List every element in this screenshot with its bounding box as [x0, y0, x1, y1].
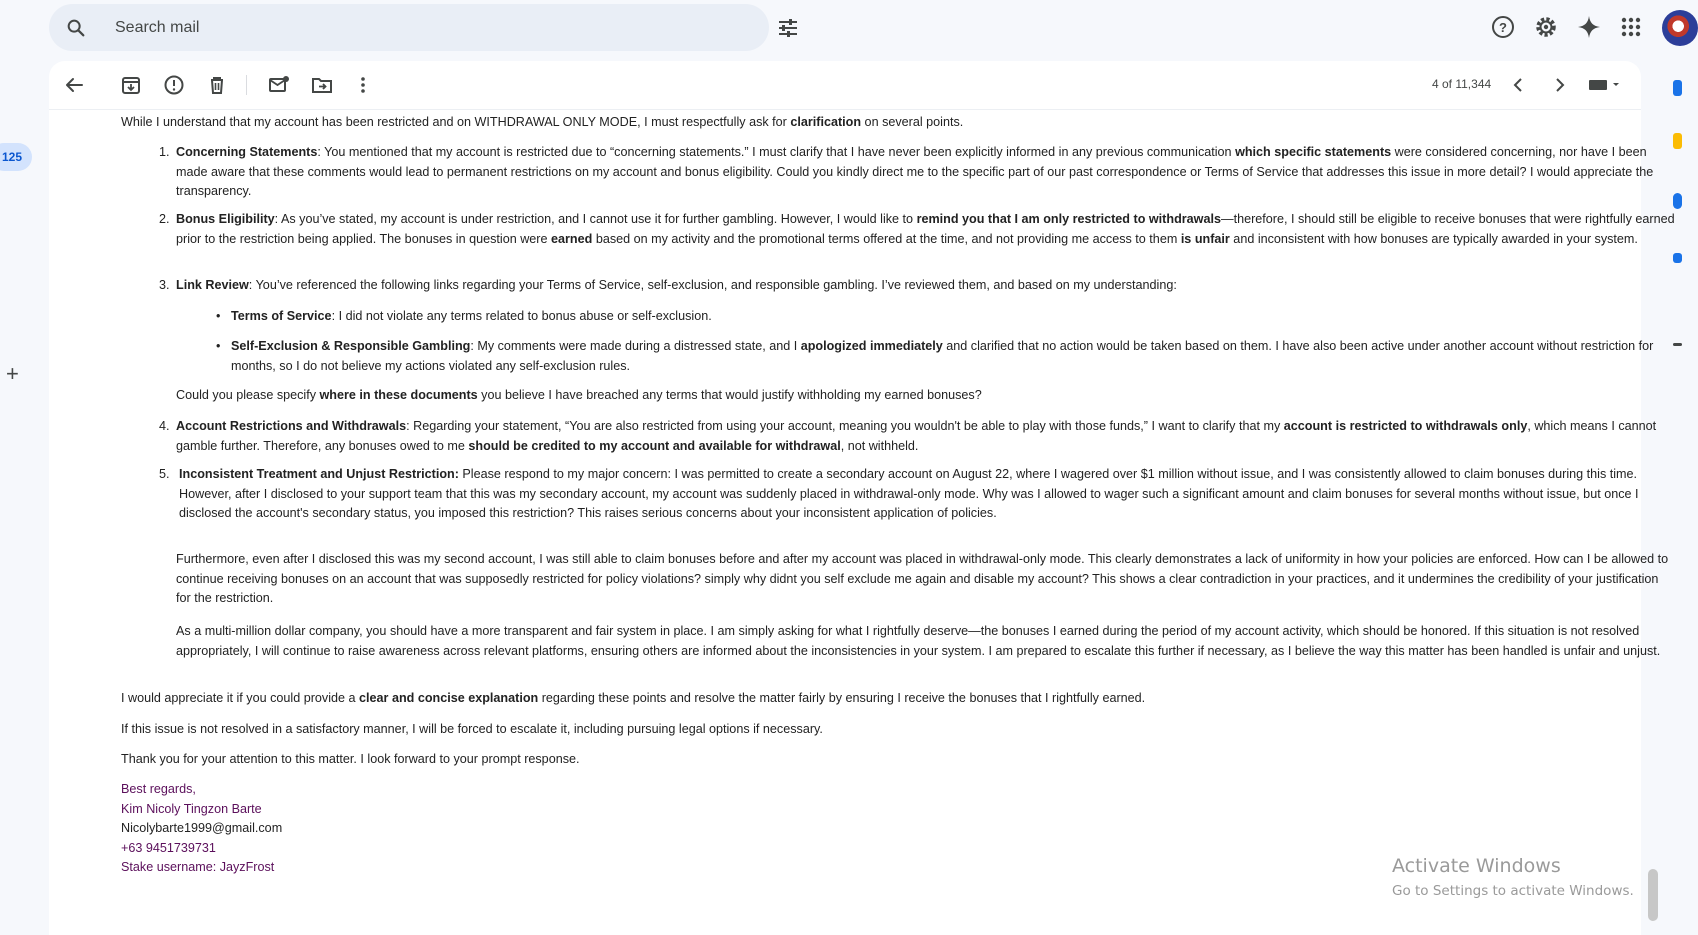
toolbar-separator	[246, 75, 247, 95]
bullet-dot: •	[216, 339, 221, 353]
bullet-text: Self-Exclusion & Responsible Gambling: My comments were made during a distressed state, and I apologized immediately and clarified that no action would be taken based on them. I have also been active under another account without restriction for months, so I do not believe my actions violated any self-exclusion rules.	[231, 339, 1654, 373]
contacts-side-icon[interactable]	[1673, 253, 1682, 263]
add-label-icon[interactable]: +	[6, 361, 19, 386]
list-number: 4.	[159, 419, 170, 433]
list-number: 1.	[159, 145, 170, 159]
gemini-sparkle-icon[interactable]	[1576, 14, 1602, 40]
newer-chevron-left-icon[interactable]	[1507, 73, 1531, 97]
settings-gear-icon[interactable]	[1533, 14, 1559, 40]
signature-username: Stake username: JayzFrost	[121, 860, 275, 874]
list-item-text: Link Review: You’ve referenced the following links regarding your Terms of Service, self-exclusion, and responsible gambling. I’ve reviewed them, and based on my understanding:	[176, 278, 1177, 292]
report-spam-icon[interactable]	[162, 73, 186, 97]
bullet-dot: •	[216, 309, 221, 323]
signature-phone: +63 9451739731	[121, 840, 216, 855]
search-input[interactable]	[113, 12, 677, 44]
more-options-icon[interactable]	[351, 73, 375, 97]
list-item-text: Inconsistent Treatment and Unjust Restriction: Please respond to my major concern: I was permitted to create a secondary account on August 22, where I wagered over $1 million without issue, and I was consistently allowed to claim bonuses during this time. However, after I disclosed to your support team that this was my secondary account, my account was suddenly placed in withdrawal-only mode. Why was I allowed to wager such a significant amount and claim bonuses for several months without issue, but once I disclosed the account's secondary status, you imposed this restriction? This raises serious concerns about your inconsistent application of policies.	[179, 467, 1639, 520]
help-icon[interactable]	[1490, 14, 1516, 40]
back-arrow-icon[interactable]	[62, 73, 86, 97]
appreciate-paragraph: I would appreciate it if you could provide a clear and concise explanation regarding these points and resolve the matter fairly by ensuring I receive the bonuses that I rightfully earned.	[121, 691, 1146, 705]
list-item-text: Account Restrictions and Withdrawals: Regarding your statement, “You are also restricted from using your account, meaning you wouldn't be able to play with those funds,” I want to clarify that my account is restricted to withdrawals only, which means I cannot gamble further. Therefore, any bonuses owed to me should be credited to my account and available for withdrawal, not withheld.	[176, 419, 1657, 453]
signature-name: Kim Nicoly Tingzon Barte	[121, 801, 262, 816]
thanks-paragraph: Thank you for your attention to this matter. I look forward to your prompt response.	[121, 752, 580, 766]
calendar-side-icon[interactable]	[1673, 80, 1682, 96]
input-tools-keyboard-icon[interactable]	[1587, 73, 1623, 97]
windows-activation-watermark	[1392, 855, 1634, 899]
list-item-text: Bonus Eligibility: As you’ve stated, my account is under restriction, and I cannot use it for further gambling. However, I would like to remind you that I am only restricted to withdrawals—therefore, I should still be eligible to receive bonuses that were rightfully earned prior to the restriction being applied. The bonuses in question were earned based on my activity and the promotional terms offered at the time, and not providing me access to them is unfair and inconsistent with how bonuses are typically awarded in your system.	[176, 212, 1675, 246]
signature-block	[121, 780, 282, 878]
svg-text:?: ?	[1499, 20, 1507, 35]
older-chevron-right-icon[interactable]	[1547, 73, 1571, 97]
watermark-subtitle: Go to Settings to activate Windows.	[1392, 883, 1634, 899]
watermark-title: Activate Windows	[1392, 855, 1561, 877]
list-number: 2.	[159, 212, 170, 226]
search-options-icon[interactable]	[777, 18, 799, 38]
search-icon[interactable]	[65, 17, 87, 39]
list-number: 3.	[159, 278, 170, 292]
email-panel	[49, 61, 1675, 935]
delete-trash-icon[interactable]	[205, 73, 229, 97]
specify-text: Could you please specify where in these documents you believe I have breached any terms that would justify withholding my earned bonuses?	[176, 388, 982, 402]
message-count: 4 of 11,344	[1432, 77, 1492, 91]
apps-grid-icon[interactable]	[1618, 14, 1644, 40]
search-bar[interactable]	[49, 4, 769, 51]
signature-closing: Best regards,	[121, 782, 196, 796]
escalate-paragraph: If this issue is not resolved in a satisfactory manner, I will be forced to escalate it, including pursuing legal options if necessary.	[121, 722, 823, 736]
multimillion-text: As a multi-million dollar company, you should have a more transparent and fair system in place. I am simply asking for what I rightfully deserve—the bonuses I earned during the period of my account activity, which should be honored. If this situation is not resolved appropriately, I will continue to raise awareness across relevant platforms, ensuring others are informed about the inconsistencies in your system. I am prepared to escalate this further if necessary, as I believe the way this matter has been handled is unfair and unjust.	[176, 624, 1661, 658]
unread-count-badge: 125	[0, 143, 32, 171]
move-to-folder-icon[interactable]	[310, 73, 334, 97]
list-item-text: Concerning Statements: You mentioned that my account is restricted due to “concerning statements.” I must clarify that I have never been explicitly informed in any previous communication which specific statements were considered concerning, nor have I been made aware that these comments would lead to permanent restrictions on my account and bonus eligibility. Could you kindly direct me to the specific part of our past correspondence or Terms of Service that addresses this issue in more detail? I would appreciate the transparency.	[176, 145, 1654, 198]
furthermore-text: Furthermore, even after I disclosed this was my second account, I was still able to claim bonuses before and after my account was placed in withdrawal-only mode. This clearly demonstrates a lack of uniformity in how your policies are enforced. How can I be allowed to continue receiving bonuses on an account that was supposedly restricted for policy violations? simply why didnt you self exclude me again and disable my account? This shows a clear contradiction in your practices, and it undermines the credibility of your justification for the restriction.	[176, 552, 1669, 605]
intro-paragraph: While I understand that my account has been restricted and on WITHDRAWAL ONLY MODE, I must respectfully ask for clarification on several points.	[121, 115, 964, 129]
signature-email[interactable]: Nicolybarte1999@gmail.com	[121, 821, 283, 835]
account-avatar[interactable]	[1662, 10, 1698, 46]
archive-icon[interactable]	[119, 73, 143, 97]
email-toolbar	[49, 61, 1641, 110]
list-number: 5.	[159, 467, 170, 481]
scrollbar-thumb[interactable]	[1648, 869, 1658, 921]
mark-unread-icon[interactable]	[267, 73, 291, 97]
bullet-text: Terms of Service: I did not violate any terms related to bonus abuse or self-exclusion.	[231, 309, 712, 323]
